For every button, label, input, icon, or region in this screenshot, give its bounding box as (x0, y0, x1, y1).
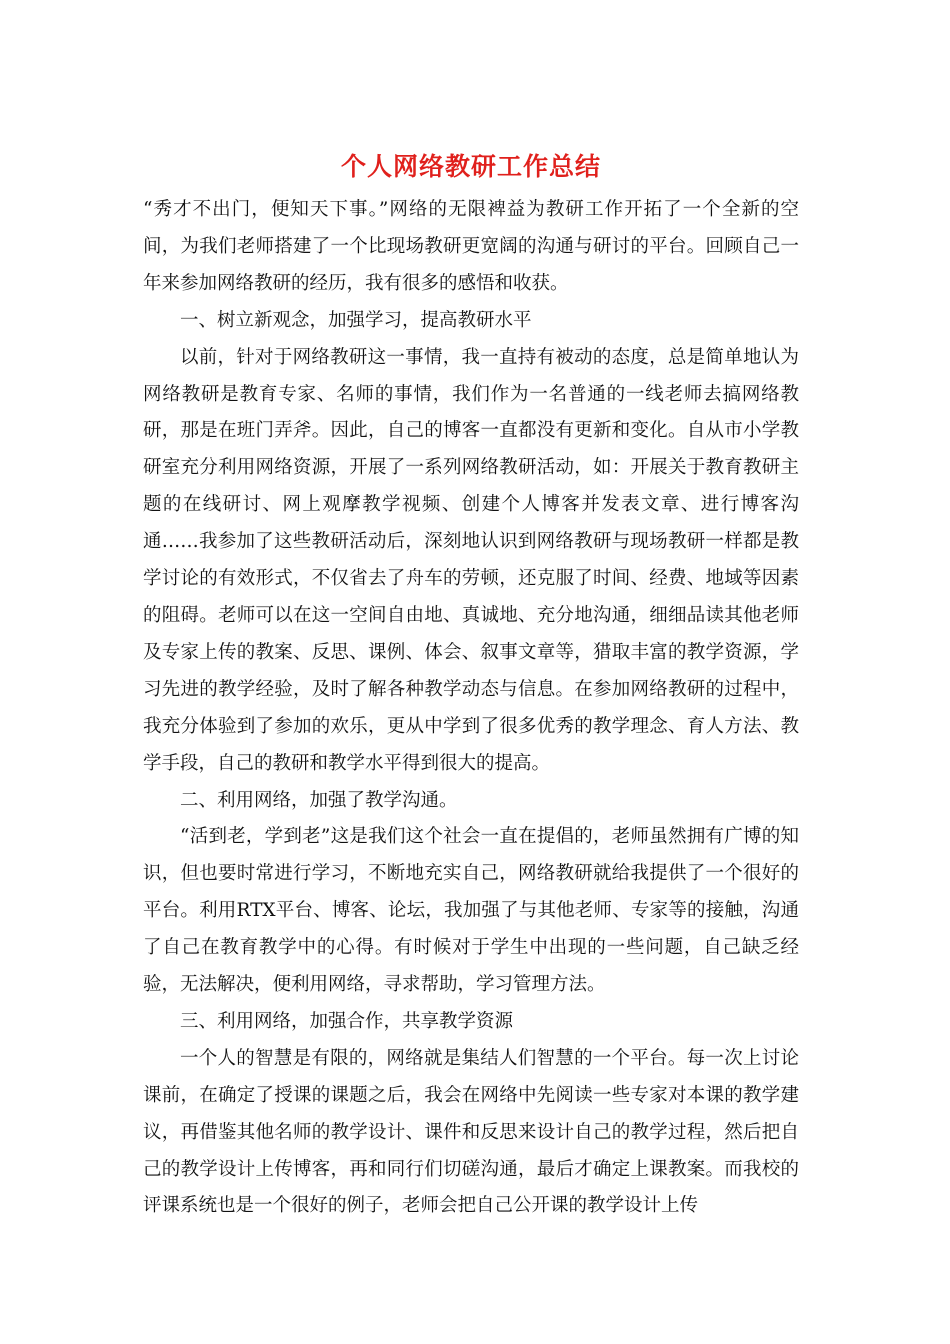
section-heading-2: 二、利用网络，加强了教学沟通。 (180, 789, 458, 811)
section-heading-1: 一、树立新观念，加强学习，提高教研水平 (180, 309, 532, 331)
section-heading-3: 三、利用网络，加强合作，共享教学资源 (180, 1010, 514, 1032)
section-2-paragraph: “活到老，学到老”这是我们这个社会一直在提倡的，老师虽然拥有广博的知识，但也要时常进行学习，不断地充实自己，网络教研就给我提供了一个很好的平台。利用RTX平台、博客、论坛，我加强了与其他老师、专家等的接触，沟通了自己在教育教学中的心得。有时候对于学生中出现的一些问题，自己缺乏经验，无法解决，便利用网络，寻求帮助，学习管理方法。 (143, 826, 799, 996)
document-title: 个人网络教研工作总结 (340, 152, 601, 181)
intro-paragraph: “秀才不出门，便知天下事。”网络的无限裨益为教研工作开拓了一个全新的空间，为我们老师搭建了一个比现场教研更宽阔的沟通与研讨的平台。回顾自己一年来参加网络教研的经历，我有很多的感悟和收获。 (143, 199, 799, 294)
section-3-paragraph: 一个人的智慧是有限的，网络就是集结人们智慧的一个平台。每一次上讨论课前，在确定了授课的课题之后，我会在网络中先阅读一些专家对本课的教学建议，再借鉴其他名师的教学设计、课件和反思来设计自己的教学过程，然后把自己的教学设计上传博客，再和同行们切磋沟通，最后才确定上课教案。而我校的评课系统也是一个很好的例子，老师会把自己公开课的教学设计上传 (143, 1047, 799, 1217)
section-1-paragraph: 以前，针对于网络教研这一事情，我一直持有被动的态度，总是简单地认为网络教研是教育专家、名师的事情，我们作为一名普通的一线老师去搞网络教研，那是在班门弄斧。因此，自己的博客一直都没有更新和变化。自从市小学教研室充分利用网络资源，开展了一系列网络教研活动，如：开展关于教育教研主题的在线研讨、网上观摩教学视频、创建个人博客并发表文章、进行博客沟通……我参加了这些教研活动后，深刻地认识到网络教研与现场教研一样都是教学讨论的有效形式，不仅省去了舟车的劳顿，还克服了时间、经费、地域等因素的阻碍。老师可以在这一空间自由地、真诚地、充分地沟通，细细品读其他老师及专家上传的教案、反思、课例、体会、叙事文章等，猎取丰富的教学资源，学习先进的教学经验，及时了解各种教学动态与信息。在参加网络教研的过程中，我充分体验到了参加的欢乐，更从中学到了很多优秀的教学理念、育人方法、教学手段，自己的教研和教学水平得到很大的提高。 (143, 346, 799, 774)
document-page (143, 150, 799, 1225)
